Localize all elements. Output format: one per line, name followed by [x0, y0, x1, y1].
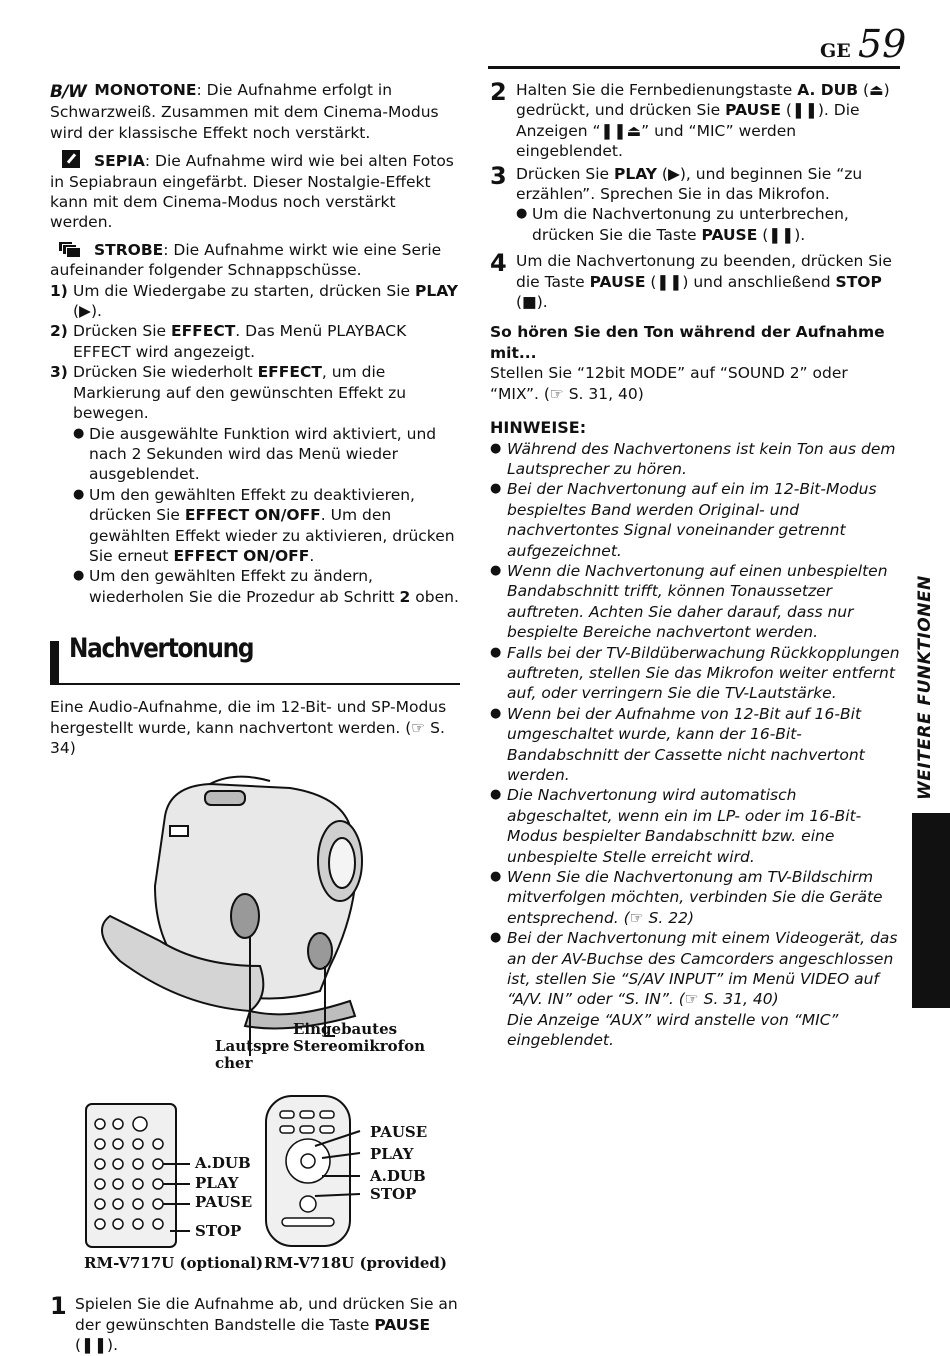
step-key: PLAY: [415, 281, 458, 300]
remote1-play-label: PLAY: [195, 1174, 239, 1193]
header-rule: [488, 66, 900, 69]
note-5: [490, 704, 900, 786]
bullet-dot: ●: [490, 705, 502, 721]
step-key: PAUSE: [589, 272, 646, 291]
step-key: EFFECT: [170, 322, 236, 341]
step-number: 1: [50, 1292, 67, 1321]
step3-bullet: [490, 204, 900, 245]
step-text: Halten Sie die Fernbedienungstaste: [516, 81, 798, 99]
mic-label: [293, 1021, 425, 1055]
section-title: [50, 633, 460, 685]
step-text: (▶).: [73, 302, 102, 321]
effect-bullet-1: [50, 424, 460, 485]
nachvertonung-step-1: [50, 1294, 460, 1355]
page-header: [0, 0, 950, 70]
note-text: Wenn die Nachvertonung auf einen unbespielten Bandabschnitt trifft, können Tonaussetzer auftreten. Achten Sie daher darauf, dass nur bespielte Bereiche nachvertont werden.: [507, 561, 888, 642]
step-text: . Das Menü PLAYBACK EFFECT wird angezeigt.: [73, 322, 407, 361]
header-language-code: GE: [820, 40, 851, 62]
effect-monotone: [50, 80, 460, 143]
nachvertonung-step-2: [490, 80, 900, 162]
remote2-stop-label: STOP: [370, 1185, 417, 1204]
bullet-dot: ●: [490, 787, 502, 803]
step-key: STOP: [835, 272, 882, 291]
note-text: Während des Nachvertonens ist kein Ton aus dem Lautsprecher zu hören.: [507, 439, 896, 478]
left-column: [50, 80, 460, 1356]
effect-step-3: [50, 362, 460, 423]
step-text: Drücken Sie wiederholt: [73, 363, 258, 382]
step-text: (▶), und beginnen Sie “zu erzählen”. Sprechen Sie in das Mikrofon.: [516, 164, 863, 204]
step-text: (❚❚).: [75, 1336, 118, 1355]
step-text: (❚❚) und anschließend: [645, 272, 836, 291]
bw-icon: B/W: [50, 82, 87, 102]
note-text: Bei der Nachvertonung mit einem Videogerät, das an der AV-Buchse des Camcorders angeschlossen ist, stellen Sie “S/AV INPUT” im Menü VIDEO auf “A/V. IN” oder “S. IN”. (☞ S. 31, 40): [507, 929, 898, 1009]
note-text: Bei der Nachvertonung auf ein im 12-Bit-Modus bespieltes Band werden Original- und nachvertontes Signal voneinander getrennt aufgezeichnet.: [507, 480, 877, 560]
note-2: [490, 479, 900, 561]
effect-strobe-text: : Die Aufnahme wirkt wie eine Serie aufeinander folgender Schnappschüsse.: [50, 240, 442, 280]
step-number: 2): [50, 322, 68, 341]
note-text: Die Nachvertonung wird automatisch abgeschaltet, wenn ein im LP- oder im 16-Bit-Modus bespielter Bandabschnitt bzw. eine unbespielte Stelle erreicht wird.: [507, 786, 862, 866]
monitor-heading-text: So hören Sie den Ton während der Aufnahme mit...: [490, 323, 885, 362]
bullet-dot: ●: [490, 481, 502, 497]
effect-strobe: [50, 240, 460, 281]
remote1-adub-label: A.DUB: [195, 1154, 251, 1173]
step-key: PLAY: [613, 164, 657, 183]
remote2-pause-label: PAUSE: [370, 1123, 428, 1142]
remote2-caption: RM-V718U (provided): [264, 1254, 447, 1273]
nachvertonung-step-3: [490, 161, 900, 205]
note-4: [490, 643, 900, 704]
note-text: Falls bei der TV-Bildüberwachung Rückkopplungen auftreten, stellen Sie das Mikrofon weiter entfernt auf, oder verringern Sie die TV-Lautstärke.: [507, 643, 900, 703]
effect-strobe-name: STROBE: [94, 240, 164, 259]
effect-bullet-3: [50, 566, 460, 607]
right-column: [490, 80, 900, 1051]
bullet-text: Um die Nachvertonung zu unterbrechen, drücken Sie die Taste: [532, 205, 849, 244]
note-8: [490, 928, 900, 1050]
step-number: 2: [490, 78, 507, 106]
bullet-dot: ●: [73, 568, 85, 584]
step-key: A. DUB: [797, 81, 859, 99]
bullet-text: Um den gewählten Effekt zu deaktivieren, drücken Sie: [89, 485, 415, 525]
step-text: (⏏) gedrückt, und drücken Sie: [516, 81, 890, 120]
bullet-key: PAUSE: [701, 225, 758, 244]
effect-step-2: [50, 321, 460, 362]
note-1: [490, 439, 900, 480]
remote2-play-label: PLAY: [370, 1145, 414, 1164]
note-3: [490, 561, 900, 643]
bullet-key: EFFECT ON/OFF: [184, 506, 321, 525]
bullet-key: EFFECT ON/OFF: [173, 546, 310, 565]
effect-step-1: [50, 281, 460, 322]
effect-sepia-text: : Die Aufnahme wird wie bei alten Fotos in Sepiabraun eingefärbt. Dieser Nostalgie-Effekt kann mit dem Cinema-Modus noch verstärkt werden.: [50, 152, 454, 232]
bullet-dot: ●: [490, 869, 502, 885]
bullet-text: (❚❚).: [757, 225, 806, 244]
step-text: , um die Markierung auf den gewünschten Effekt zu bewegen.: [73, 363, 407, 423]
note-6: [490, 785, 900, 867]
bullet-dot: ●: [490, 440, 502, 456]
section-title-text: Nachvertonung: [69, 633, 254, 665]
bullet-dot: ●: [490, 644, 502, 660]
step-text: (■).: [516, 293, 548, 312]
step-number: 4: [490, 249, 507, 278]
step-text: Um die Nachvertonung zu beenden, drücken Sie die Taste: [516, 252, 892, 291]
note-text: Wenn Sie die Nachvertonung am TV-Bildschirm mitverfolgen möchten, verbinden Sie die Geräte entsprechend. (☞ S. 22): [507, 868, 883, 927]
bullet-text: . Um den gewählten Effekt wieder zu aktivieren, drücken Sie erneut: [89, 506, 455, 565]
mic-label-text: Eingebautes Stereomikrofon: [293, 1020, 425, 1056]
bullet-dot: ●: [73, 486, 85, 502]
note-7: [490, 867, 900, 928]
bullet-text: Um den gewählten Effekt zu ändern, wiederholen Sie die Prozedur ab Schritt: [89, 567, 400, 606]
strobe-icon: [58, 241, 80, 257]
step-text: Drücken Sie: [516, 164, 614, 183]
step-text: (❚❚). Die Anzeigen “❚❚⏏” und “MIC” werden eingeblendet.: [516, 101, 860, 161]
effect-monotone-text: : Die Aufnahme erfolgt in Schwarzweiß. Zusammen mit dem Cinema-Modus wird der klassische Effekt noch verstärkt.: [50, 81, 439, 142]
monitor-heading: [490, 322, 900, 363]
bullet-key: 2: [399, 587, 411, 606]
notes-heading: HINWEISE:: [490, 418, 587, 438]
step-key: PAUSE: [374, 1315, 431, 1334]
step-number: 3): [50, 363, 68, 382]
section-intro: Eine Audio-Aufnahme, die im 12-Bit- und SP-Modus hergestellt wurde, kann nachvertont werden. (☞ S. 34): [50, 698, 447, 757]
bullet-text: Die ausgewählte Funktion wird aktiviert, und nach 2 Sekunden wird das Menü wieder ausgeblendet.: [89, 424, 437, 484]
bullet-dot: ●: [73, 425, 85, 441]
speaker-label-text: Lautspre cher: [215, 1037, 290, 1073]
sepia-icon: [62, 150, 80, 168]
speaker-label: [215, 1038, 289, 1072]
bullet-dot: ●: [516, 206, 528, 222]
step-text: Um die Wiedergabe zu starten, drücken Sie: [73, 281, 415, 300]
note-text: Wenn bei der Aufnahme von 12-Bit auf 16-Bit umgeschaltet wurde, kann der 16-Bit-Bandabschnitt der Cassette nicht nachvertont werden.: [507, 704, 865, 784]
bullet-text: oben.: [410, 587, 459, 606]
remote1-caption: RM-V717U (optional): [84, 1254, 264, 1273]
monitor-text: Stellen Sie “12bit MODE” auf “SOUND 2” oder “MIX”. (☞ S. 31, 40): [490, 364, 848, 403]
section-bar: [50, 641, 59, 685]
step-text: Spielen Sie die Aufnahme ab, und drücken Sie an der gewünschten Bandstelle die Taste: [75, 1295, 458, 1334]
effect-sepia-name: SEPIA: [94, 152, 145, 171]
remote2-adub-label: A.DUB: [370, 1167, 426, 1186]
effect-bullet-2: [50, 485, 460, 567]
step-text: Drücken Sie: [73, 322, 171, 341]
step-number: 1): [50, 281, 68, 300]
bullet-text: .: [309, 546, 315, 565]
side-tab-text: WEITERE FUNKTIONEN: [915, 575, 935, 800]
side-tab-label: [905, 575, 945, 805]
step-key: EFFECT: [257, 363, 322, 382]
remote1-stop-label: STOP: [195, 1222, 242, 1241]
page-number: 59: [858, 22, 907, 66]
bullet-dot: ●: [490, 562, 502, 578]
effect-sepia: [50, 150, 460, 233]
side-tab-block: [912, 813, 950, 1008]
nachvertonung-step-4: [490, 251, 900, 312]
note-text-extra: Die Anzeige “AUX” wird anstelle von “MIC” eingeblendet.: [507, 1010, 839, 1050]
effect-monotone-name: MONOTONE: [94, 81, 197, 99]
camcorder-figure: [50, 766, 460, 1286]
remote1-pause-label: PAUSE: [195, 1193, 253, 1212]
step-number: 3: [490, 161, 507, 190]
bullet-dot: ●: [490, 930, 502, 946]
step-key: PAUSE: [725, 101, 781, 120]
